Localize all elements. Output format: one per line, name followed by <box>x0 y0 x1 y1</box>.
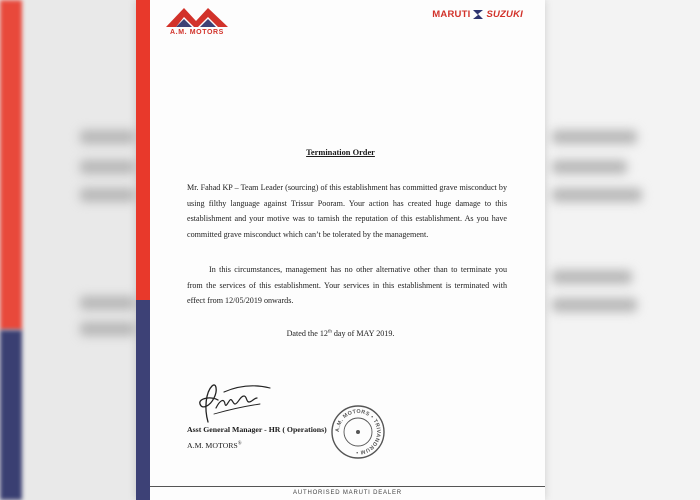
date-line <box>136 329 545 338</box>
document-title: Termination Order <box>306 148 375 157</box>
bg-blur-line <box>552 298 637 312</box>
footer-dealer-note: AUTHORISED MARUTI DEALER <box>293 490 402 496</box>
am-motors-logo <box>164 6 230 36</box>
bg-blur-line <box>80 160 135 174</box>
maruti-suzuki-logo <box>432 9 523 20</box>
bg-right-panel <box>540 0 700 500</box>
company-seal <box>330 404 386 465</box>
paragraph-termination: In this circumstances, management has no other alternative other than to terminate you from the services of this establishment. Your services in this establishment is terminated with effect from 12/05/2019 onwards. <box>187 265 507 305</box>
bg-blur-line <box>552 188 642 202</box>
signatory-company-name: A.M. MOTORS <box>187 441 238 450</box>
handwritten-signature <box>194 378 274 431</box>
suzuki-wordmark: SUZUKI <box>486 9 523 20</box>
maruti-wordmark: MARUTI <box>432 9 471 20</box>
date-suffix: day of MAY 2019. <box>331 329 395 338</box>
bg-stripe-navy <box>0 330 22 500</box>
am-motors-logo-icon <box>164 6 230 28</box>
bg-blur-line <box>552 160 627 174</box>
bg-blur-line <box>80 188 135 202</box>
company-name: A.M. MOTORS <box>170 29 224 36</box>
date-prefix: Dated the 12 <box>286 329 328 338</box>
bg-blur-line <box>552 270 632 284</box>
bg-blur-line <box>80 296 135 310</box>
paragraph-misconduct: Mr. Fahad KP – Team Leader (sourcing) of this establishment has committed grave misconduct by using filthy language against Trissur Pooram. Your action has created huge damage to this establishment and your motive was to tarnish the reputation of this establishment. As you have committed grave misconduct which can’t be tolerated by the management. <box>187 183 507 239</box>
bg-blur-line <box>80 322 135 336</box>
date-ordinal: th <box>327 329 332 335</box>
seal-ring-text: A.M. MOTORS • TRIVANDRUM • <box>334 408 382 456</box>
suzuki-s-icon <box>472 9 484 20</box>
signatory-title: Asst General Manager - HR ( Operations) <box>187 425 327 434</box>
bg-stripe-red <box>0 0 22 330</box>
bg-blur-line <box>552 130 637 144</box>
footer-divider <box>150 486 545 487</box>
signatory-company <box>187 441 242 450</box>
bg-blur-line <box>80 130 135 144</box>
signature-icon <box>194 378 274 426</box>
termination-letter <box>136 0 545 500</box>
registered-mark: ® <box>237 441 242 447</box>
company-seal-stamp <box>330 404 386 460</box>
